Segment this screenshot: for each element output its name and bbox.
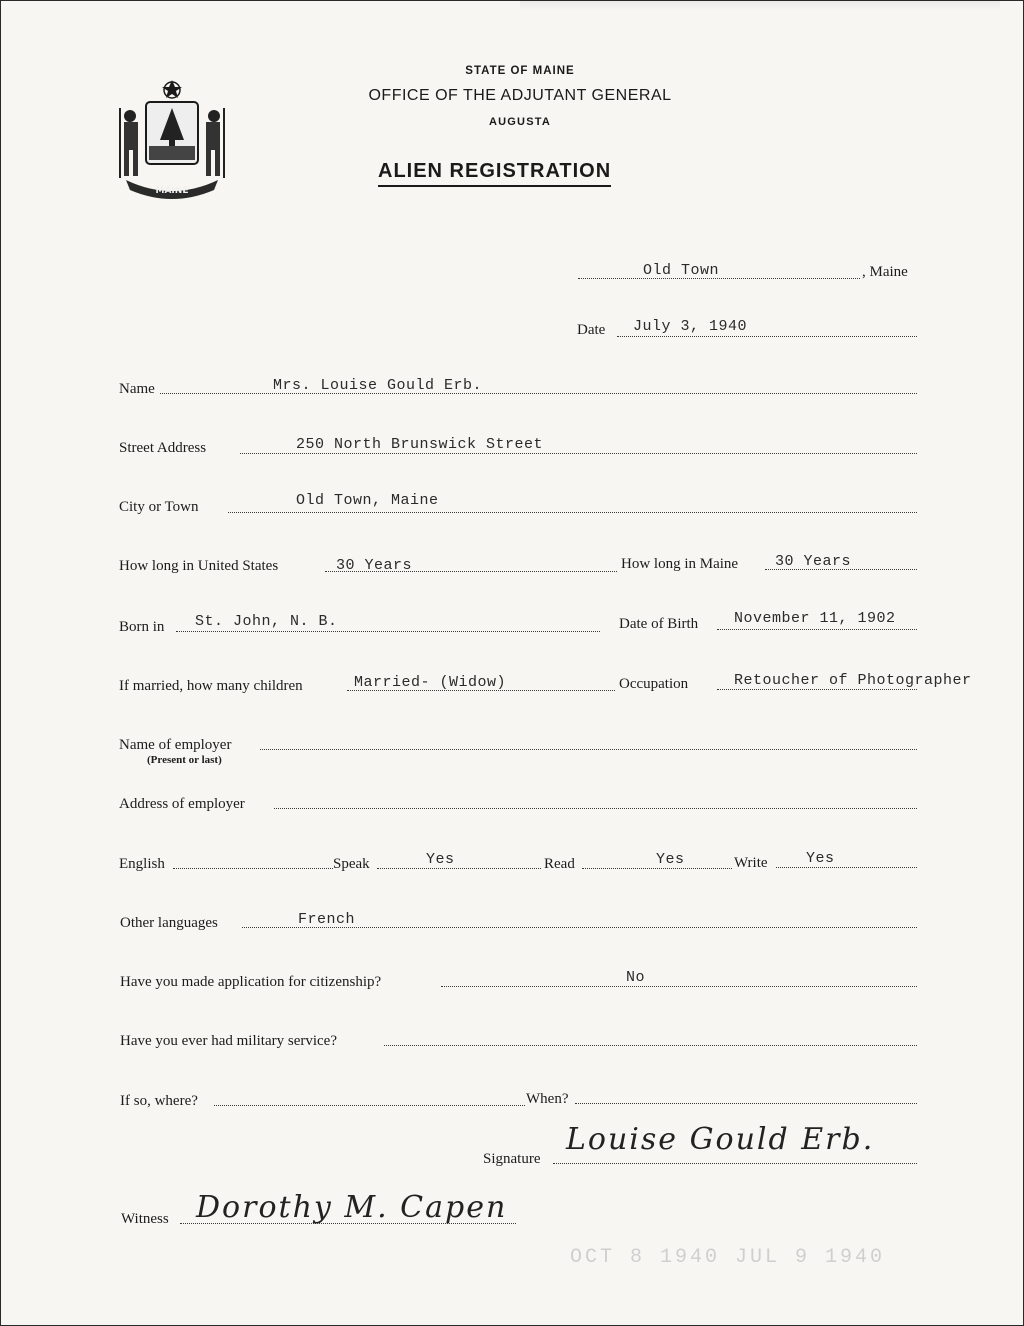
seal-text: MAINE xyxy=(155,186,189,196)
english-line xyxy=(173,868,333,869)
city-line xyxy=(228,512,917,513)
where-line xyxy=(214,1105,525,1106)
name-label: Name xyxy=(119,381,155,397)
maine-seal-icon xyxy=(116,78,228,206)
date-value: July 3, 1940 xyxy=(633,318,748,335)
how-long-us-label: How long in United States xyxy=(119,558,279,574)
place-town-value: Old Town xyxy=(643,262,720,279)
state-heading: STATE OF MAINE xyxy=(465,65,575,77)
witness-handwriting: Dorothy M. Capen xyxy=(196,1190,508,1225)
write-label: Write xyxy=(734,855,768,871)
street-value: 250 North Brunswick Street xyxy=(296,436,544,453)
citizenship-value: No xyxy=(626,969,646,986)
employer-label: Name of employer xyxy=(119,737,232,753)
date-line xyxy=(617,336,917,337)
city-label: City or Town xyxy=(119,499,199,515)
write-line xyxy=(776,867,917,868)
employer-address-line xyxy=(274,808,917,809)
military-label: Have you ever had military service? xyxy=(120,1033,337,1049)
place-suffix: , Maine xyxy=(862,264,908,280)
witness-label: Witness xyxy=(121,1211,169,1227)
born-in-value: St. John, N. B. xyxy=(195,613,338,630)
employer-address-label: Address of employer xyxy=(119,796,245,812)
read-label: Read xyxy=(544,856,575,872)
how-long-maine-value: 30 Years xyxy=(775,553,852,570)
born-in-label: Born in xyxy=(119,619,165,635)
speak-label: Speak xyxy=(333,856,370,872)
date-of-birth-value: November 11, 1902 xyxy=(734,610,896,627)
occupation-value: Retoucher of Photographer xyxy=(734,672,972,689)
speak-value: Yes xyxy=(426,851,455,868)
where-label: If so, where? xyxy=(120,1093,198,1109)
other-languages-label: Other languages xyxy=(120,915,218,931)
employer-sublabel: (Present or last) xyxy=(147,754,222,766)
born-in-line xyxy=(176,631,600,632)
date-of-birth-line xyxy=(717,629,917,630)
occupation-label: Occupation xyxy=(619,676,689,692)
married-label: If married, how many children xyxy=(119,678,303,694)
form-title: ALIEN REGISTRATION xyxy=(378,160,611,187)
citizenship-label: Have you made application for citizenship? xyxy=(120,974,382,990)
date-label: Date xyxy=(577,322,606,338)
office-heading: OFFICE OF THE ADJUTANT GENERAL xyxy=(368,87,672,104)
occupation-line xyxy=(717,689,917,690)
read-line xyxy=(582,868,732,869)
city-heading: AUGUSTA xyxy=(489,116,551,128)
how-long-us-value: 30 Years xyxy=(336,557,413,574)
other-languages-value: French xyxy=(298,911,356,928)
name-value: Mrs. Louise Gould Erb. xyxy=(273,377,483,394)
employer-line xyxy=(260,749,917,750)
married-value: Married- (Widow) xyxy=(354,674,507,691)
citizenship-line xyxy=(441,986,917,987)
speak-line xyxy=(377,868,541,869)
scan-shadow xyxy=(520,0,1000,10)
english-label: English xyxy=(119,856,165,872)
how-long-maine-label: How long in Maine xyxy=(621,556,739,572)
signature-line xyxy=(553,1163,917,1164)
signature-label: Signature xyxy=(483,1151,541,1167)
street-label: Street Address xyxy=(119,440,207,456)
street-line xyxy=(240,453,917,454)
write-value: Yes xyxy=(806,850,835,867)
when-line xyxy=(575,1103,917,1104)
military-line xyxy=(384,1045,917,1046)
read-value: Yes xyxy=(656,851,685,868)
signature-handwriting: Louise Gould Erb. xyxy=(566,1122,875,1157)
when-label: When? xyxy=(526,1091,569,1107)
date-of-birth-label: Date of Birth xyxy=(619,616,699,632)
city-value: Old Town, Maine xyxy=(296,492,439,509)
received-stamp: OCT 8 1940 JUL 9 1940 xyxy=(570,1246,886,1269)
